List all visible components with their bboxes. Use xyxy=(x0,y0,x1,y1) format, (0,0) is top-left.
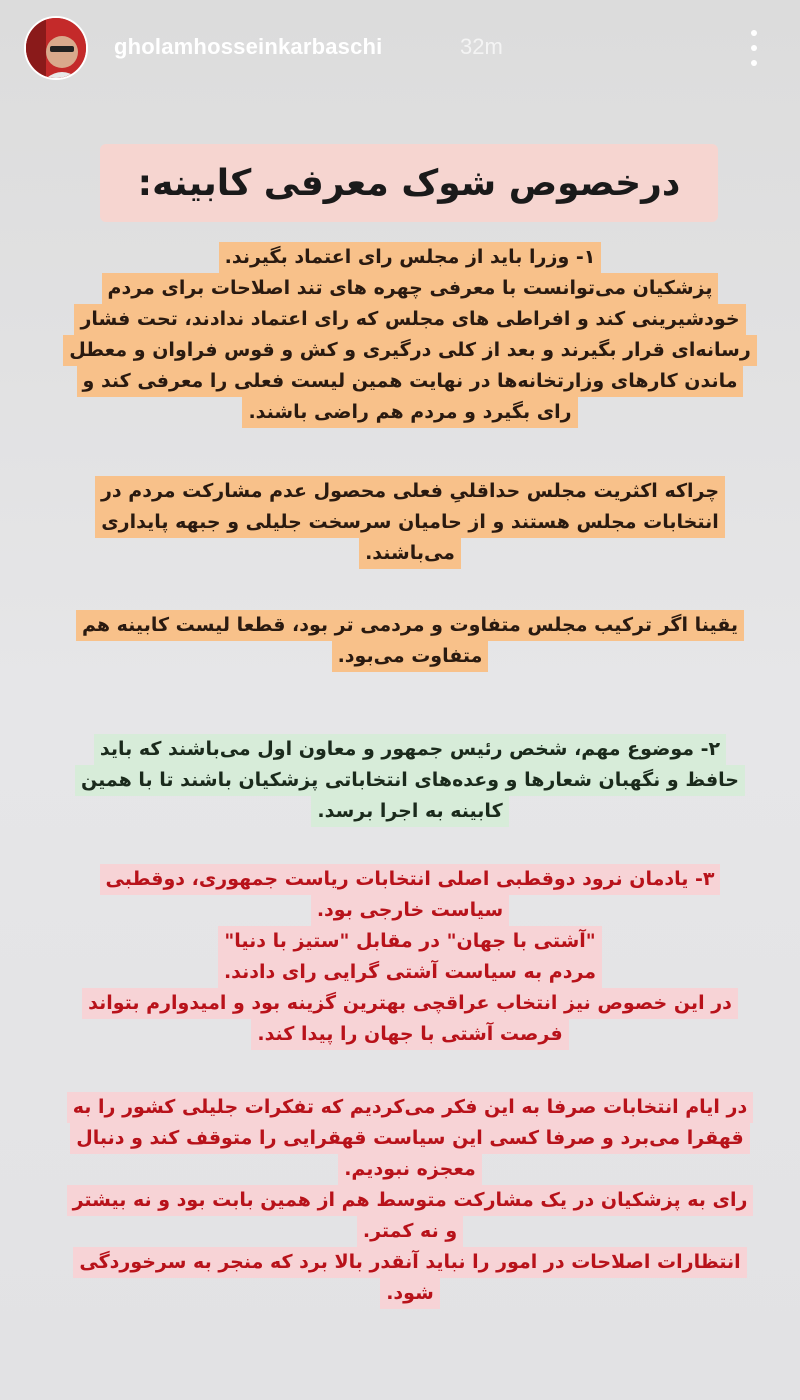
section-1 xyxy=(40,242,780,428)
section-1-line: رسانه‌ای قرار بگیرند و بعد از کلی درگیری و کش و قوس فراوان و معطل xyxy=(63,335,757,366)
section-3b-line: معجزه نبودیم. xyxy=(338,1154,482,1185)
section-3 xyxy=(40,864,780,1050)
section-1c-line: یقینا اگر ترکیب مجلس متفاوت و مردمی تر بود، قطعا لیست کابینه هم xyxy=(76,610,744,641)
section-3b-line: رای به پزشکیان در یک مشارکت متوسط هم از همین بابت بود و نه بیشتر xyxy=(67,1185,754,1216)
section-1b-line: چراکه اکثریت مجلس حداقلیِ فعلی محصول عدم مشارکت مردم در xyxy=(95,476,725,507)
section-3-line: ۳- یادمان نرود دوقطبی اصلی انتخابات ریاست جمهوری، دوقطبی xyxy=(100,864,721,895)
post-timestamp: 32m xyxy=(460,34,503,59)
story-header xyxy=(0,0,800,100)
section-3-line: در این خصوص نیز انتخاب عراقچی بهترین گزینه بود و امیدوارم بتواند xyxy=(82,988,738,1019)
section-3-line: مردم به سیاست آشتی گرایی رای دادند. xyxy=(218,957,602,988)
section-3b-line: انتظارات اصلاحات در امور را نباید آنقدر بالا برد که منجر به سرخوردگی xyxy=(73,1247,746,1278)
section-3-line: فرصت آشتی با جهان را پیدا کند. xyxy=(251,1019,568,1050)
section-1c xyxy=(40,610,780,672)
section-3b-line: و نه کمتر. xyxy=(357,1216,463,1247)
page-title: درخصوص شوک معرفی کابینه: xyxy=(137,162,681,204)
section-1-line: خودشیرینی کند و افراطی های مجلس که رای اعتماد ندادند، تحت فشار xyxy=(74,304,745,335)
section-1b xyxy=(40,476,780,569)
more-options-icon[interactable] xyxy=(744,30,764,66)
section-1-line: رای بگیرد و مردم هم راضی باشند. xyxy=(242,397,577,428)
section-1-line: پزشکیان می‌توانست با معرفی چهره های تند اصلاحات برای مردم xyxy=(102,273,719,304)
section-3-line: "آشتی با جهان" در مقابل "ستیز با دنیا" xyxy=(218,926,601,957)
section-1b-line: انتخابات مجلس هستند و از حامیان سرسخت جلیلی و جبهه پایداری xyxy=(95,507,725,538)
section-3-line: سیاست خارجی بود. xyxy=(311,895,509,926)
title-banner xyxy=(100,144,718,222)
username[interactable]: gholamhosseinkarbaschi xyxy=(114,34,383,59)
section-3b-line: در ایام انتخابات صرفا به این فکر می‌کردیم که تفکرات جلیلی کشور را به xyxy=(67,1092,753,1123)
section-1c-line: متفاوت می‌بود. xyxy=(332,641,489,672)
section-1b-line: می‌باشند. xyxy=(359,538,461,569)
avatar-image xyxy=(26,18,88,80)
section-2-line: کابینه به اجرا برسد. xyxy=(311,796,508,827)
section-2-line: ۲- موضوع مهم، شخص رئیس جمهور و معاون اول می‌باشند که باید xyxy=(94,734,726,765)
section-3b xyxy=(40,1092,780,1309)
section-3b-line: قهقرا می‌برد و صرفا کسی این سیاست قهقرایی را متوقف کند و دنبال xyxy=(70,1123,750,1154)
section-3b-line: شود. xyxy=(380,1278,440,1309)
section-1-line: ماندن کارهای وزارتخانه‌ها در نهایت همین لیست فعلی را معرفی کند و xyxy=(77,366,744,397)
section-2 xyxy=(40,734,780,827)
section-2-line: حافظ و نگهبان شعارها و وعده‌های انتخاباتی پزشکیان باشند تا با همین xyxy=(75,765,745,796)
profile-avatar[interactable] xyxy=(24,16,88,80)
section-1-line: ۱- وزرا باید از مجلس رای اعتماد بگیرند. xyxy=(219,242,602,273)
